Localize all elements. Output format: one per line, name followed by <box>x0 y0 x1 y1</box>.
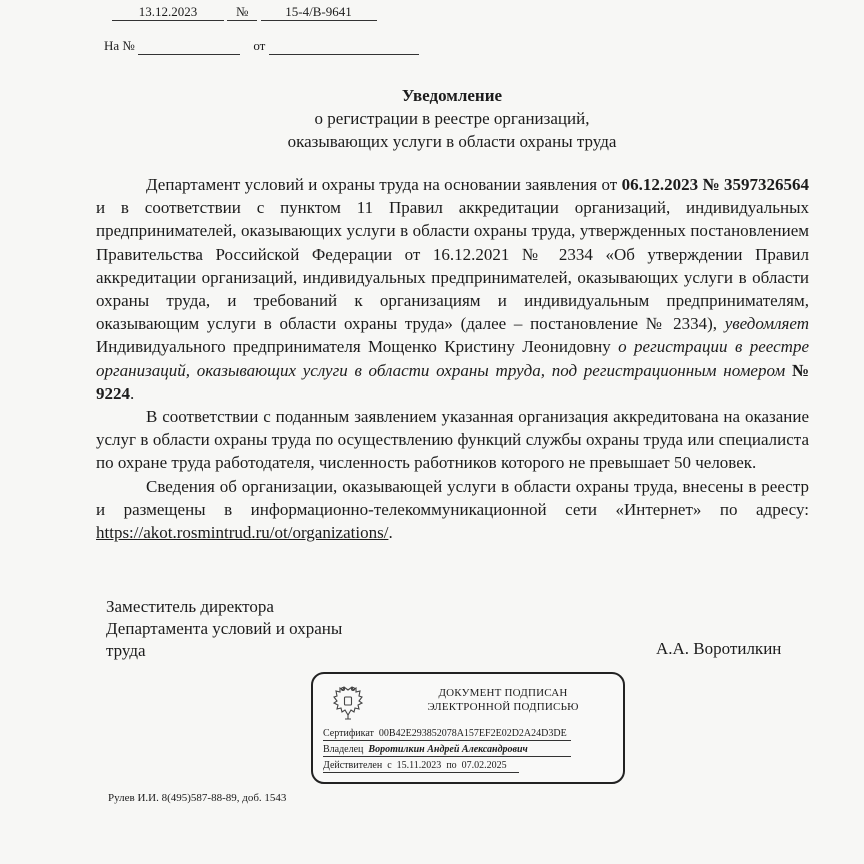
incoming-date-label: от <box>253 38 266 53</box>
position-line-2: Департамента условий и охраны <box>106 619 343 638</box>
p1-end: . <box>130 383 135 403</box>
number-label: № <box>227 4 257 21</box>
document-body <box>96 173 809 544</box>
title-heading: Уведомление <box>401 86 503 105</box>
position-line-3: труда <box>106 641 146 660</box>
p3-text: Сведения об организации, оказывающей услуги в области охраны труда, внесены в реестр и размещены в информационно-телекоммуникационной сети «Интернет» по адресу: <box>96 476 809 519</box>
document-title <box>0 84 864 153</box>
title-subline-1: о регистрации в реестре организаций, <box>314 109 590 128</box>
certificate-underline <box>323 740 571 741</box>
certificate-value: 00B42E293852078A157EF2E02D2A24D3DE <box>378 728 567 739</box>
stamp-title-line-1: ДОКУМЕНТ ПОДПИСАН <box>438 687 568 699</box>
stamp-title-line-2: ЭЛЕКТРОННОЙ ПОДПИСЬЮ <box>427 701 579 713</box>
validity-to-prefix: по <box>446 760 457 771</box>
application-number: № 3597326564 <box>702 175 809 194</box>
incoming-date-blank <box>269 38 419 55</box>
validity-to: 07.02.2025 <box>461 760 507 771</box>
incoming-number-blank <box>138 38 240 55</box>
certificate-row <box>323 728 567 739</box>
registry-link[interactable]: https://akot.rosmintrud.ru/ot/organizations/ <box>96 523 389 543</box>
p3-end: . <box>388 523 393 543</box>
position-line-1: Заместитель директора <box>106 597 274 616</box>
incoming-reference <box>104 38 419 55</box>
paragraph-3 <box>96 475 809 545</box>
signatory-position <box>106 596 342 662</box>
coat-of-arms-icon <box>331 684 365 722</box>
incoming-number-label: На № <box>104 38 135 53</box>
owner-underline <box>323 756 571 757</box>
p1-text-a: Департамент условий и охраны труда на основании заявления от <box>146 175 622 194</box>
electronic-signature-stamp <box>311 672 625 784</box>
outgoing-date: 13.12.2023 <box>112 4 224 21</box>
validity-label: Действителен <box>323 760 383 771</box>
owner-value: Воротилкин Андрей Александрович <box>368 744 528 755</box>
p1-text-c: Индивидуального предпринимателя Мощенко Кристину Леонидовну <box>96 337 619 357</box>
executor-contact: Рулев И.И. 8(495)587-88-89, доб. 1543 <box>108 792 287 804</box>
p1-space-2 <box>785 361 792 380</box>
notify-word: уведомляет <box>724 314 809 334</box>
stamp-title <box>403 686 603 714</box>
owner-row <box>323 744 528 755</box>
validity-row <box>323 760 507 771</box>
validity-from-prefix: с <box>387 760 392 771</box>
owner-label: Владелец <box>323 744 364 755</box>
application-date: 06.12.2023 <box>621 175 699 194</box>
registration-number: № 9224 <box>96 360 810 403</box>
outgoing-number: 15-4/В-9641 <box>261 4 377 21</box>
title-subline-2: оказывающих услуги в области охраны труда <box>287 132 617 151</box>
p1-text-b: и в соответствии с пунктом 11 Правил аккредитации организаций, индивидуальных предпринимателей, оказывающих услуги в области охраны труда, утвержденных постановлением Правительства Российской Федерации от 16.12.2021 № 2334 «Об утверждении Правил аккредитации организаций, индивидуальных предпринимателей, оказывающих услуги в области охраны труда, и требований к организациям и индивидуальным предпринимателям, оказывающим услуги в области охраны труда» (далее – постановление № 2334), <box>96 198 809 334</box>
validity-from: 15.11.2023 <box>396 760 442 771</box>
paragraph-2: В соответствии с поданным заявлением указанная организация аккредитована на оказание услуг в области охраны труда по осуществлению функций службы охраны труда или специалиста по охране труда работодателя, численность работников которого не превышает 50 человек. <box>96 407 809 473</box>
outgoing-reference <box>112 4 377 21</box>
paragraph-1 <box>96 173 809 405</box>
registration-statement: о регистрации в реестре организаций, оказывающих услуги в области охраны труда, под регистрационным номером <box>96 337 809 380</box>
validity-underline <box>323 772 519 773</box>
signatory-name: А.А. Воротилкин <box>656 639 782 658</box>
certificate-label: Сертификат <box>323 728 374 739</box>
